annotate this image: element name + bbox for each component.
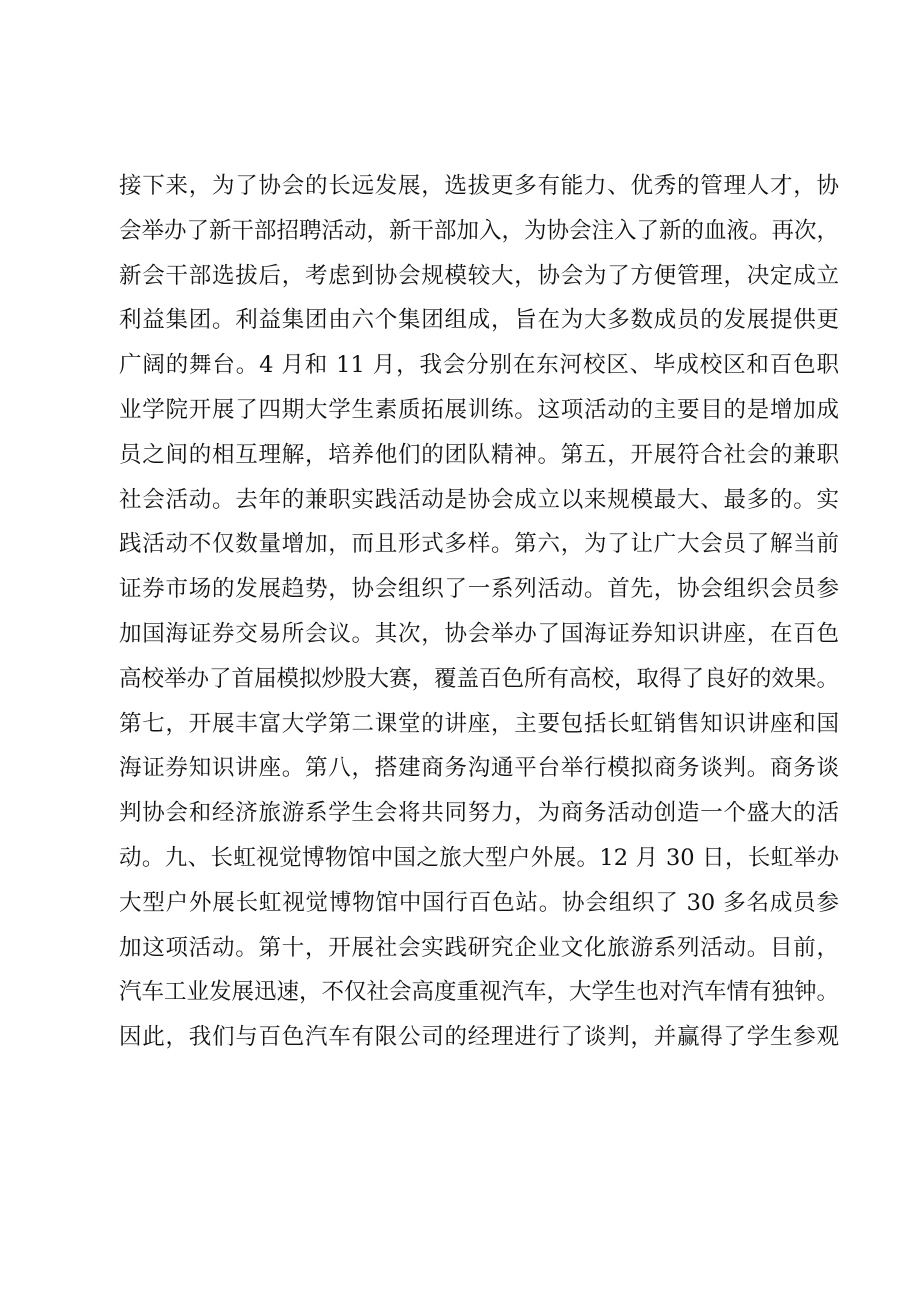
text-line: 高校举办了首届模拟炒股大赛，覆盖百色所有高校，取得了良好的效果。 <box>119 665 840 692</box>
text-line: 证券市场的发展趋势，协会组织了一系列活动。首先，协会组织会员参 <box>119 576 839 603</box>
text-line: 加这项活动。第十，开展社会实践研究企业文化旅游系列活动。目前， <box>119 934 839 961</box>
text-line: 社会活动。去年的兼职实践活动是协会成立以来规模最大、最多的。实 <box>119 486 839 513</box>
text-line: 员之间的相互理解，培养他们的团队精神。第五，开展符合社会的兼职 <box>119 441 839 468</box>
text-line: 汽车工业发展迅速，不仅社会高度重视汽车，大学生也对汽车情有独钟。 <box>119 979 840 1006</box>
text-line: 业学院开展了四期大学生素质拓展训练。这项活动的主要目的是增加成 <box>119 396 839 423</box>
text-line: 会举办了新干部招聘活动，新干部加入，为协会注入了新的血液。再次， <box>119 217 840 244</box>
text-line: 新会干部选拔后，考虑到协会规模较大，协会为了方便管理，决定成立 <box>119 262 839 289</box>
text-line: 判协会和经济旅游系学生会将共同努力，为商务活动创造一个盛大的活 <box>119 800 839 827</box>
text-line: 因此，我们与百色汽车有限公司的经理进行了谈判，并赢得了学生参观 <box>119 1024 839 1051</box>
text-line: 大型户外展长虹视觉博物馆中国行百色站。协会组织了 30 多名成员参 <box>119 889 839 916</box>
text-line: 加国海证券交易所会议。其次，协会举办了国海证券知识讲座，在百色 <box>119 620 839 647</box>
text-line: 第七，开展丰富大学第二课堂的讲座，主要包括长虹销售知识讲座和国 <box>119 710 839 737</box>
text-line: 利益集团。利益集团由六个集团组成，旨在为大多数成员的发展提供更 <box>119 307 839 334</box>
body-text <box>119 164 839 1060</box>
text-line: 践活动不仅数量增加，而且形式多样。第六，为了让广大会员了解当前 <box>119 531 839 558</box>
text-line: 接下来，为了协会的长远发展，选拔更多有能力、优秀的管理人才，协 <box>119 173 839 199</box>
text-line: 动。九、长虹视觉博物馆中国之旅大型户外展。12 月 30 日，长虹举办 <box>119 844 839 871</box>
text-line: 海证券知识讲座。第八，搭建商务沟通平台举行模拟商务谈判。商务谈 <box>119 755 839 782</box>
text-line: 广阔的舞台。4 月和 11 月，我会分别在东河校区、毕成校区和百色职 <box>119 352 839 379</box>
